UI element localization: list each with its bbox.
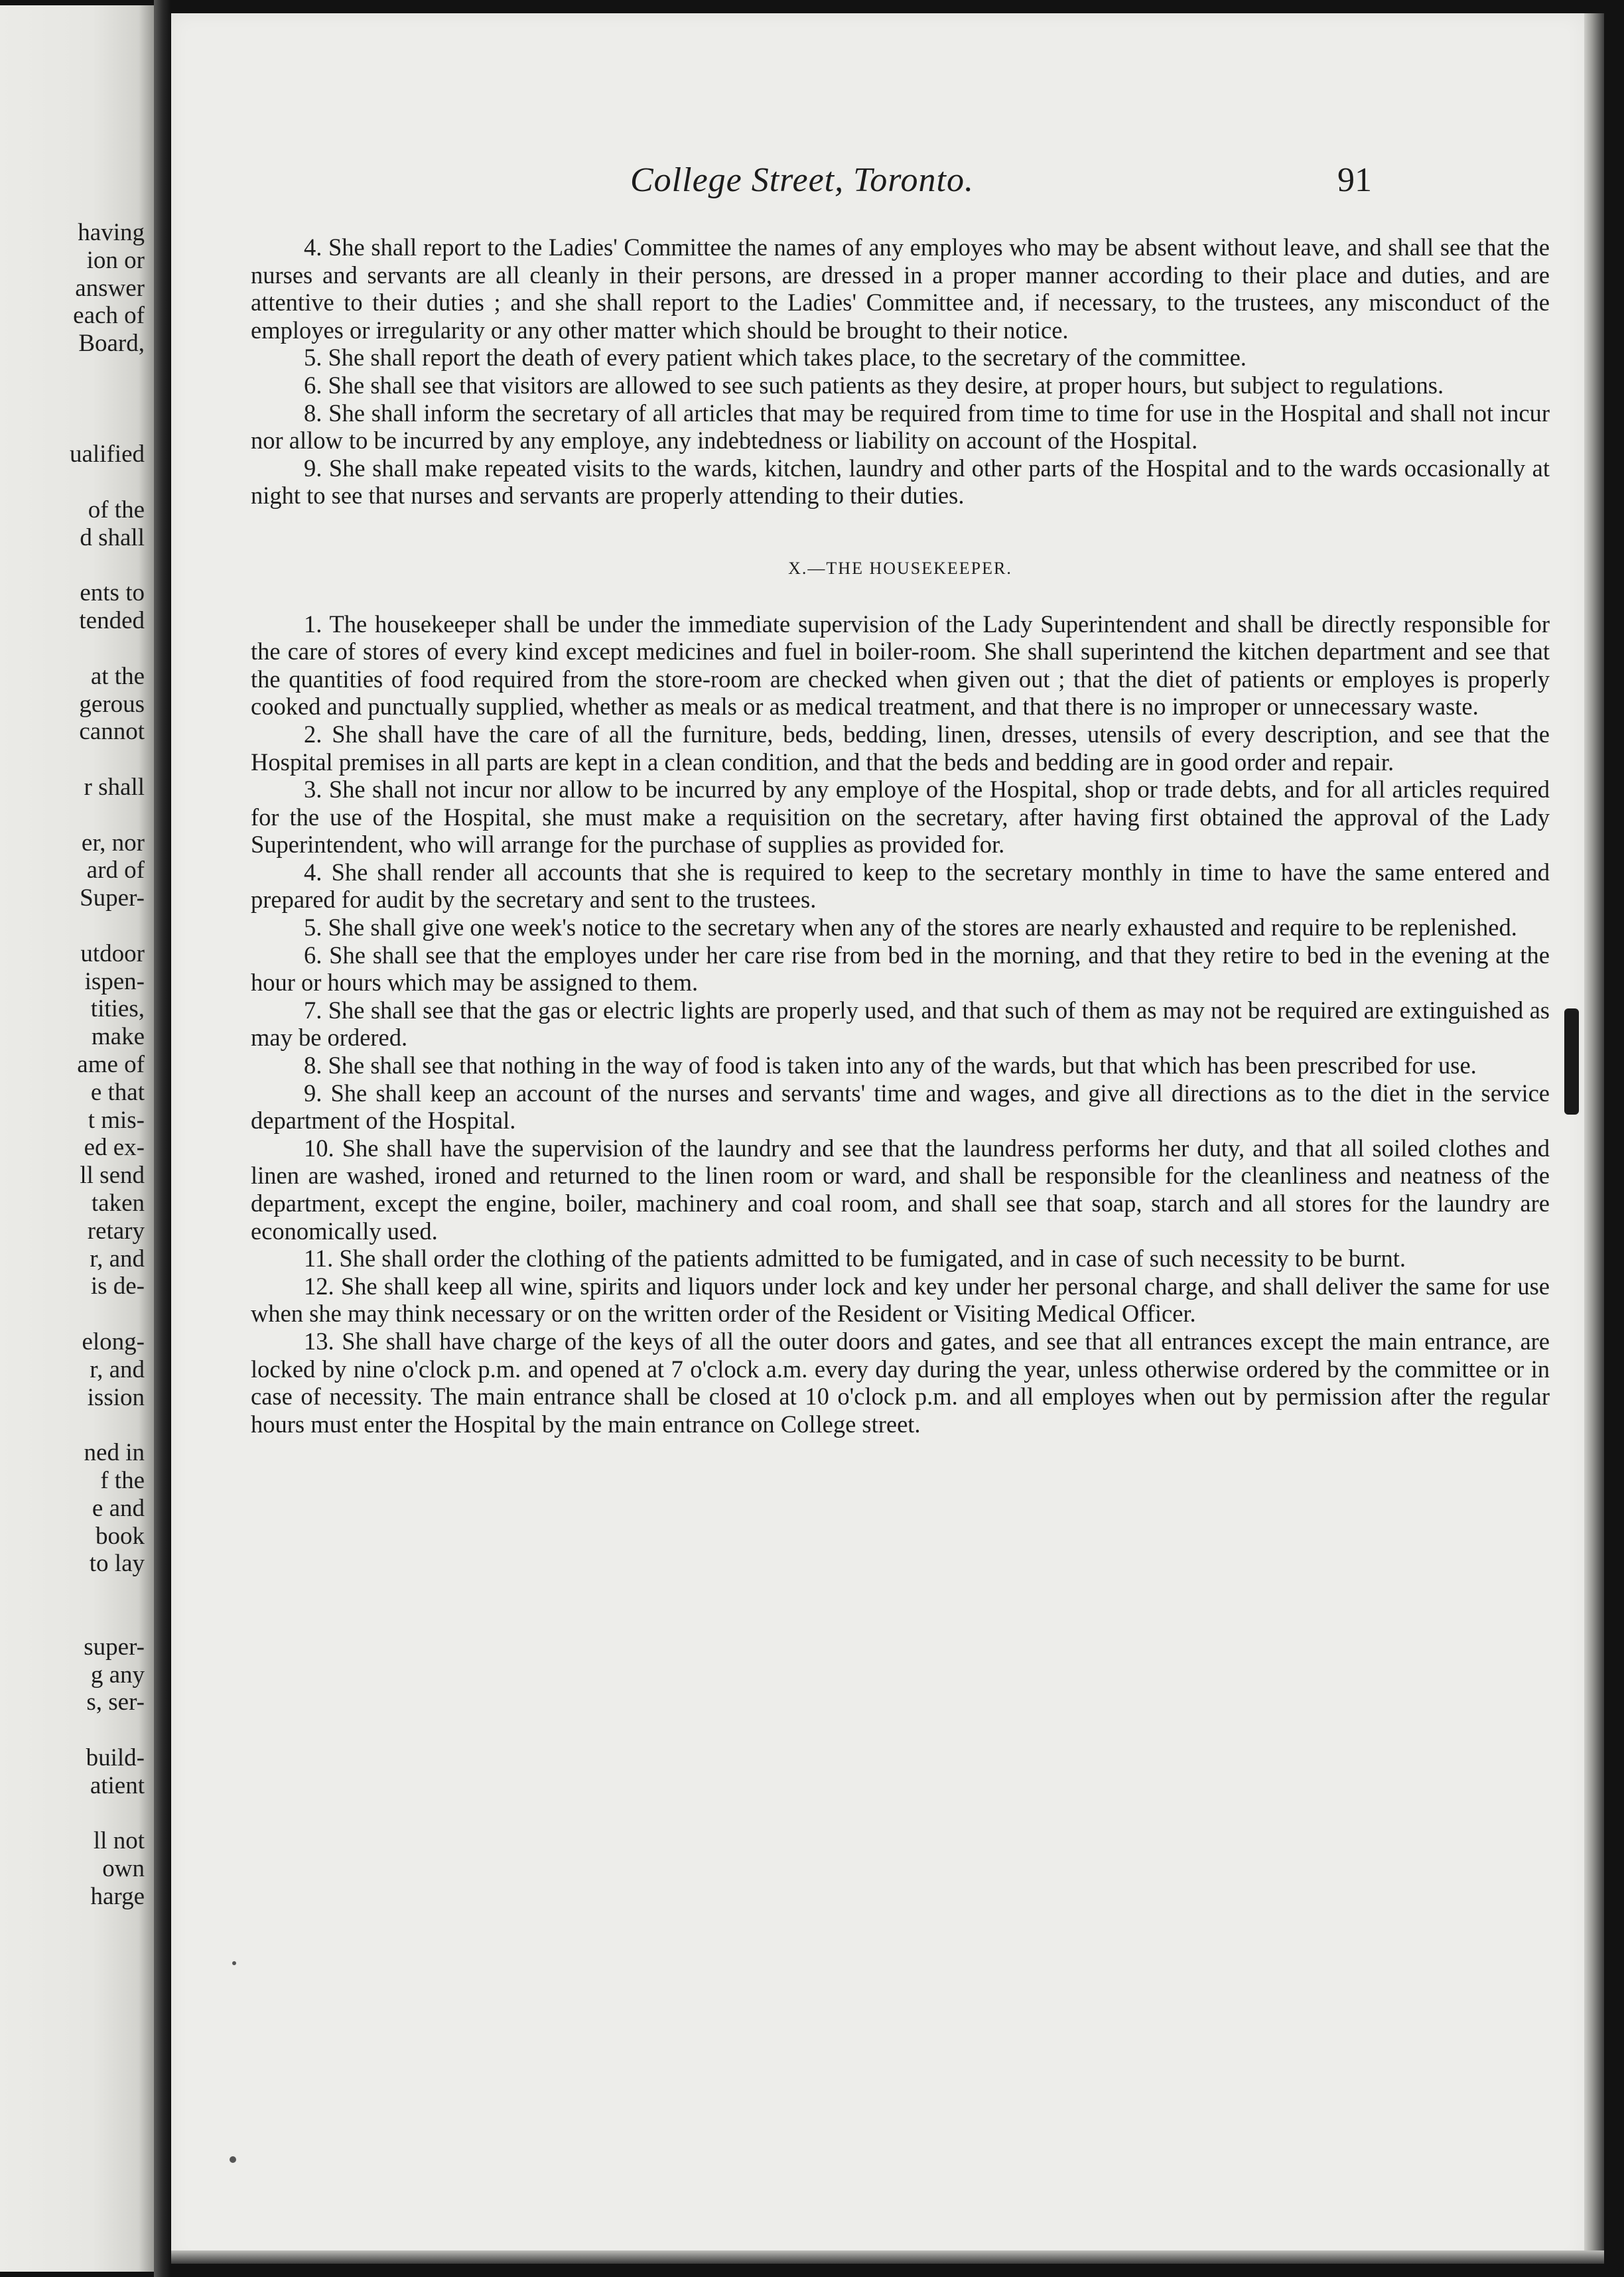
facing-page-text (0, 5, 145, 2272)
document-page (171, 13, 1584, 2264)
facing-page-line: r, and (90, 1245, 145, 1273)
facing-page-line: ion or (86, 246, 145, 274)
rule-paragraph: 4. She shall render all accounts that she is required to keep to the secretary monthly in time to have the same entered and prepared for audit by the secretary and sent to the trustees. (251, 858, 1550, 914)
page-edge-right (1584, 13, 1604, 2264)
facing-page-line: ission (87, 1383, 145, 1411)
facing-page-line: tended (79, 607, 145, 635)
facing-page-line: answer (75, 274, 145, 302)
facing-page-line: harge (90, 1883, 145, 1910)
facing-page-line: build- (86, 1744, 145, 1771)
facing-page-line: ualified (69, 441, 145, 468)
rule-paragraph: 8. She shall inform the secretary of all articles that may be required from time to time for use in the Hospital and shall not incur nor allow to be incurred by any employe, any indebtedness or liability on account of the Hospital. (251, 399, 1550, 454)
facing-page-line: r shall (84, 774, 145, 801)
facing-page-line: make (91, 1023, 145, 1051)
facing-page-line: tities, (90, 995, 145, 1023)
facing-page-line: super- (84, 1633, 145, 1661)
lady-superintendent-rules (251, 234, 1550, 510)
facing-page-line: Super- (80, 884, 145, 912)
section-heading: X.—THE HOUSEKEEPER. (788, 558, 1012, 578)
facing-page-line: at the (90, 662, 145, 690)
facing-page-line: f the (100, 1467, 145, 1494)
rule-paragraph: 8. She shall see that nothing in the way of food is taken into any of the wards, but that which has been prescribed for use. (304, 1052, 1477, 1079)
rule-paragraph: 9. She shall keep an account of the nurses and servants' time and wages, and give all directions as to the diet in the service department of the Hospital. (251, 1079, 1550, 1135)
facing-page-line: having (78, 219, 145, 246)
facing-page-line: each of (73, 302, 145, 330)
facing-page-line: gerous (79, 690, 145, 718)
rule-paragraph: 12. She shall keep all wine, spirits and liquors under lock and key under her personal charge, and shall deliver the same for use when she may think necessary or on the written order of the Resident or Visiting Medical Officer. (251, 1272, 1550, 1328)
facing-page-line: cannot (79, 718, 145, 746)
facing-page-line: e and (92, 1494, 145, 1522)
rule-paragraph: 6. She shall see that visitors are allowed to see such patients as they desire, at proper hours, but subject to regulations. (304, 371, 1444, 399)
facing-page-line: d shall (80, 523, 145, 551)
rule-paragraph: 3. She shall not incur nor allow to be incurred by any employe of the Hospital, shop or trade debts, and for all articles required for the use of the Hospital, she must make a requisition on the secretary, after having first obtained the approval of the Lady Superintendent, who will arrange for the purchase of supplies as provided for. (251, 776, 1550, 859)
facing-page-line: s, ser- (86, 1689, 145, 1716)
binding-clip (1564, 1008, 1579, 1115)
facing-page-line: retary (87, 1217, 145, 1245)
facing-page-line: book (96, 1522, 145, 1550)
facing-page-line: of the (88, 496, 145, 523)
facing-page-line: ned in (84, 1439, 145, 1467)
housekeeper-rules (251, 610, 1550, 1438)
page-body (251, 234, 1550, 1438)
facing-page-line: ll send (80, 1162, 145, 1190)
book-gutter (154, 0, 171, 2277)
facing-page-line: er, nor (81, 829, 145, 857)
facing-page-line: own (102, 1855, 145, 1883)
page-number: 91 (1337, 161, 1372, 199)
facing-page-line: elong- (82, 1328, 145, 1355)
facing-page-line: ents to (80, 579, 145, 607)
facing-page-line: ame of (77, 1051, 145, 1078)
facing-page-line: Board, (78, 330, 145, 358)
rule-paragraph: 13. She shall have charge of the keys of all the outer doors and gates, and see that all entrances except the main entrance, are locked by nine o'clock p.m. and opened at 7 o'clock a.m. every day during the year, unless otherwise ordered by the committee or in case of necessity. The main entrance shall be closed at 10 o'clock p.m. and all employes when out by permission after the regular hours must enter the Hospital by the main entrance on College street. (251, 1327, 1550, 1438)
rule-paragraph: 1. The housekeeper shall be under the immediate supervision of the Lady Superintendent and shall be directly responsible for the care of stores of every kind except medicines and fuel in boiler-room. She shall superintend the kitchen department and see that the quantities of food required from the store-room are checked when given out ; that the diet of patients or employes is properly cooked and punctually supplied, whether as meals or as medical treatment, and that there is no improper or unnecessary waste. (251, 610, 1550, 721)
rule-paragraph: 5. She shall report the death of every patient which takes place, to the secretary of the committee. (304, 344, 1247, 372)
facing-page-line: taken (91, 1190, 145, 1217)
facing-page-line: ll not (93, 1827, 145, 1855)
rule-paragraph: 2. She shall have the care of all the furniture, beds, bedding, linen, dresses, utensils of every description, and see that the Hospital premises in all parts are kept in a clean condition, and that the beds and bedding are in good order and repair. (251, 720, 1550, 776)
rule-paragraph: 4. She shall report to the Ladies' Committee the names of any employes who may be absent without leave, and shall see that the nurses and servants are all cleanly in their persons, are dressed in a proper manner according to their place and duties, and are attentive to their duties ; and she shall report to the Ladies' Committee and, if necessary, to the trustees, any misconduct of the employes or irregularity or any other matter which should be brought to their notice. (251, 234, 1550, 344)
rule-paragraph: 9. She shall make repeated visits to the wards, kitchen, laundry and other parts of the Hospital and to the wards occasionally at night to see that nurses and servants are properly attending to their duties. (251, 454, 1550, 510)
scan-speck (230, 2156, 236, 2163)
facing-page-line: ispen- (84, 967, 145, 995)
facing-page-line: is de- (90, 1273, 145, 1300)
running-head (171, 161, 1584, 207)
facing-page-line: t mis- (88, 1106, 145, 1134)
facing-page-line: ard of (86, 857, 145, 884)
facing-page-line: e that (90, 1078, 145, 1106)
facing-page-line: g any (90, 1661, 145, 1689)
facing-page-strip (0, 5, 154, 2272)
facing-page-line: atient (90, 1771, 145, 1799)
rule-paragraph: 7. She shall see that the gas or electric lights are properly used, and that such of them as may not be required are extinguished as may be ordered. (251, 996, 1550, 1052)
rule-paragraph: 5. She shall give one week's notice to the secretary when any of the stores are nearly exhausted and require to be replenished. (304, 914, 1517, 941)
facing-page-line: r, and (90, 1355, 145, 1383)
rule-paragraph: 11. She shall order the clothing of the patients admitted to be fumigated, and in case of such necessity to be burnt. (304, 1245, 1406, 1273)
facing-page-line: utdoor (80, 939, 145, 967)
running-head-title: College Street, Toronto. (630, 161, 974, 199)
rule-paragraph: 6. She shall see that the employes under her care rise from bed in the morning, and that they retire to bed in the evening at the hour or hours which may be assigned to them. (251, 941, 1550, 997)
page-edge-bottom (171, 2250, 1604, 2264)
scan-speck (232, 1961, 236, 1965)
facing-page-line: ed ex- (84, 1134, 145, 1162)
rule-paragraph: 10. She shall have the supervision of the laundry and see that the laundress performs her duty, and that all soiled clothes and linen are washed, ironed and returned to the linen room or ward, and shall be responsible for the cleanliness and neatness of the department, except the engine, boiler, machinery and coal room, and shall see that soap, starch and all stores for the laundry are economically used. (251, 1134, 1550, 1245)
facing-page-line: to lay (89, 1550, 145, 1578)
